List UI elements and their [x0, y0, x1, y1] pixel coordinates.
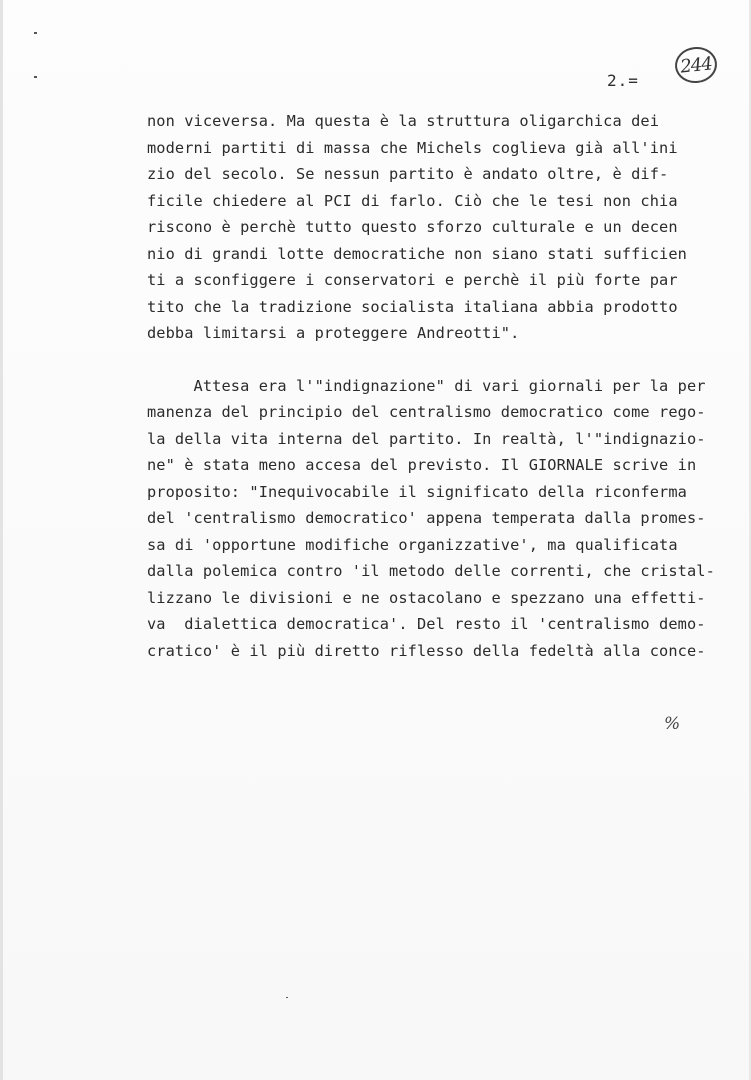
- text-line: riscono è perchè tutto questo sforzo culturale e un decen: [147, 218, 678, 236]
- text-line: cratico' è il più diretto riflesso della fedeltà alla conce-: [147, 641, 706, 660]
- text-line: lizzano le divisioni e ne ostacolano e spezzano una effetti-: [147, 588, 706, 607]
- text-line: moderni partiti di massa che Michels coglieva già all'ini: [147, 138, 678, 157]
- continuation-mark: %: [664, 714, 681, 734]
- page-number: 2.=: [607, 71, 639, 90]
- page-left-edge: [0, 0, 3, 1080]
- paragraph-2: [147, 373, 715, 665]
- paragraph-spacer: [147, 347, 707, 373]
- text-line: ti a sconfiggere i conservatori e perchè il più forte par: [147, 271, 678, 289]
- scan-speck: [34, 32, 37, 34]
- text-line: manenza del principio del centralismo democratico come rego-: [147, 403, 706, 421]
- text-line: tito che la tradizione socialista italiana abbia prodotto: [147, 297, 678, 316]
- text-line: debba limitarsi a proteggere Andreotti".: [147, 324, 520, 342]
- text-line: sa di 'opportune modifiche organizzative', ma qualificata: [147, 535, 678, 554]
- document-body: [147, 108, 715, 664]
- archive-number-stamp: [673, 45, 719, 85]
- text-line: del 'centralismo democratico' appena temperata dalla promes-: [147, 509, 706, 527]
- scan-speck: [286, 997, 288, 998]
- text-line: dalla polemica contro 'il metodo delle correnti, che cristal-: [147, 562, 715, 580]
- text-line: Attesa era l'"indignazione" di vari giornali per la per: [147, 376, 706, 395]
- text-line: proposito: "Inequivocabile il significato della riconferma: [147, 482, 687, 501]
- text-line: non viceversa. Ma questa è la struttura oligarchica dei: [147, 112, 660, 130]
- stamp-number: 244: [679, 52, 713, 78]
- text-line: zio del secolo. Se nessun partito è andato oltre, è dif-: [147, 165, 669, 183]
- scan-speck: [34, 76, 37, 78]
- paragraph-1: [147, 108, 707, 347]
- text-line: ne" è stata meno accesa del previsto. Il GIORNALE scrive in: [147, 456, 697, 474]
- text-line: nio di grandi lotte democratiche non siano stati sufficien: [147, 244, 687, 263]
- text-line: va dialettica democratica'. Del resto il 'centralismo demo-: [147, 615, 706, 633]
- text-line: ficile chiedere al PCI di farlo. Ciò che le tesi non chia: [147, 191, 678, 210]
- text-line: la della vita interna del partito. In realtà, l'"indignazio-: [147, 429, 706, 448]
